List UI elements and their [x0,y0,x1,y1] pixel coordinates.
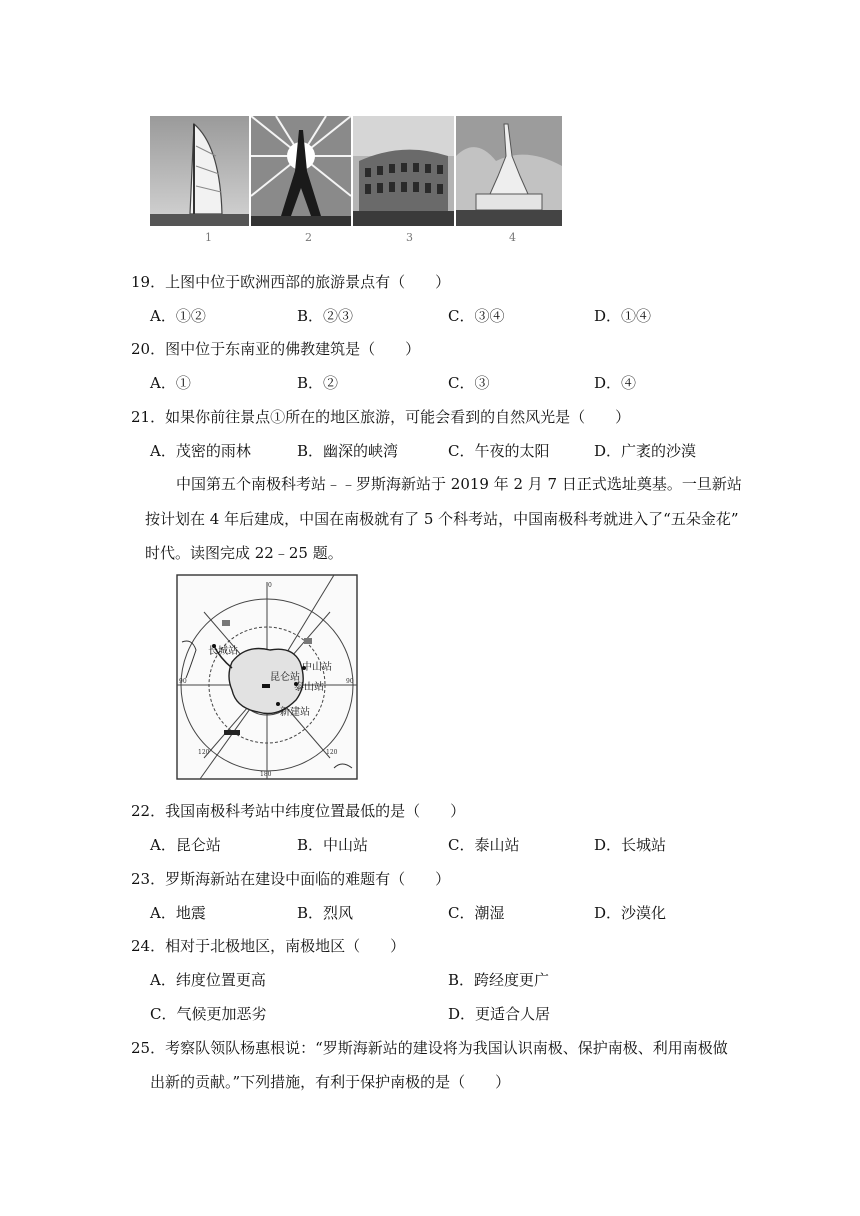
q20-option-a: A．① [150,374,191,392]
q22-option-c: C．泰山站 [448,836,520,854]
q23-option-c: C．潮湿 [448,904,505,922]
q23-option-a: A．地震 [150,904,206,922]
question-19: 19．上图中位于欧洲西部的旅游景点有（ ） [131,273,451,291]
photo-caption-3: 3 [406,231,413,244]
passage-line-1: 中国第五个南极科考站﹣﹣罗斯海新站于 2019 年 2 月 7 日正式选址奠基。一旦新站 [176,475,742,493]
question-25: 25．考察队领队杨惠根说：“罗斯海新站的建设将为我国认识南极、保护南极、利用南极做 [131,1039,728,1057]
degree-label-120e: 120 [326,749,338,756]
q24-option-d: D．更适合人居 [448,1005,551,1023]
q20-option-b: B．② [297,374,339,392]
degree-label-180: 180 [260,771,272,778]
question-22: 22．我国南极科考站中纬度位置最低的是（ ） [131,802,466,820]
photo-burj-al-arab [150,116,249,226]
station-zhongshan: 中山站 [302,662,332,673]
q20-option-d: D．④ [594,374,637,392]
degree-label-90e: 90 [346,678,354,685]
photo-caption-2: 2 [305,231,312,244]
question-24: 24．相对于北极地区，南极地区（ ） [131,937,406,955]
photo-colosseum [353,116,454,226]
q23-option-d: D．沙漠化 [594,904,667,922]
antarctica-map [174,572,360,782]
q21-option-b: B．幽深的峡湾 [297,442,399,460]
passage-line-2: 按计划在 4 年后建成，中国在南极就有了 5 个科考站，中国南极科考就进入了“五朵金花” [145,510,739,528]
question-20: 20．图中位于东南亚的佛教建筑是（ ） [131,340,421,358]
station-taishan: 泰山站 [294,682,324,693]
question-25-continuation: 出新的贡献。”下列措施，有利于保护南极的是（ ） [150,1073,511,1091]
q19-option-d: D．①④ [594,307,652,325]
question-21: 21．如果你前往景点①所在的地区旅游，可能会看到的自然风光是（ ） [131,408,631,426]
photo-eiffel-tower [251,116,351,226]
q22-option-b: B．中山站 [297,836,369,854]
q23-option-b: B．烈风 [297,904,354,922]
q20-option-c: C．③ [448,374,490,392]
station-new: 新建站 [280,707,310,718]
q24-option-a: A．纬度位置更高 [150,971,266,989]
question-23: 23．罗斯海新站在建设中面临的难题有（ ） [131,870,451,888]
q21-option-c: C．午夜的太阳 [448,442,550,460]
q24-option-b: B．跨经度更广 [448,971,550,989]
station-changcheng: 长城站 [208,646,238,657]
photo-caption-1: 1 [205,231,212,244]
degree-label-0: 0 [268,582,272,589]
photo-pagoda [456,116,562,226]
degree-label-90w: 90 [179,678,187,685]
q22-option-d: D．长城站 [594,836,667,854]
q21-option-a: A．茂密的雨林 [150,442,251,460]
q19-option-c: C．③④ [448,307,505,325]
q19-option-a: A．①② [150,307,206,325]
station-kunlun: 昆仑站 [270,672,300,683]
q22-option-a: A．昆仑站 [150,836,221,854]
degree-label-120w: 120 [198,749,210,756]
q24-option-c: C．气候更加恶劣 [150,1005,267,1023]
passage-line-3: 时代。读图完成 22﹣25 题。 [145,544,343,562]
q21-option-d: D．广袤的沙漠 [594,442,697,460]
photo-caption-4: 4 [509,231,516,244]
q19-option-b: B．②③ [297,307,354,325]
